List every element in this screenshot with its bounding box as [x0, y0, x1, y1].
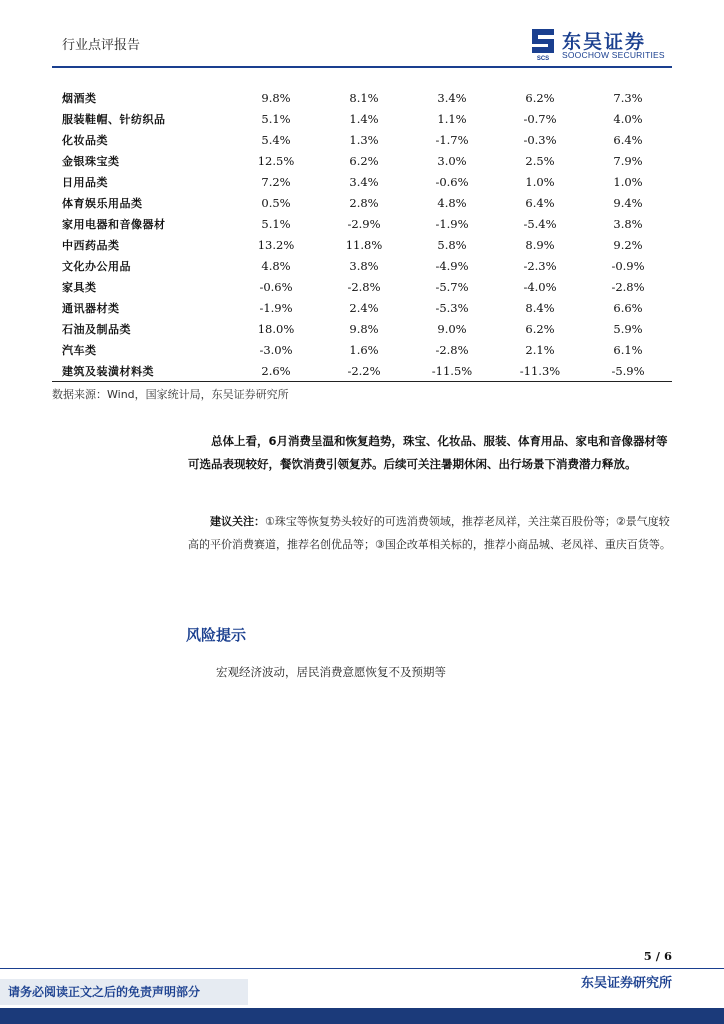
recommendation-paragraph: [188, 510, 672, 556]
table-body: [52, 87, 672, 382]
row-value: 6.2%: [349, 153, 379, 168]
row-category: 家具类: [62, 280, 97, 294]
table-row: [52, 255, 672, 276]
data-source-note: 数据来源：Wind，国家统计局，东吴证券研究所: [52, 388, 289, 401]
row-category: 建筑及装潢材料类: [52, 360, 232, 382]
row-value: -11.5%: [408, 360, 496, 382]
page-number: 5 / 6: [643, 949, 672, 963]
table-row: [52, 234, 672, 255]
row-value: 2.4%: [349, 300, 379, 315]
row-value: 5.1%: [261, 216, 291, 231]
row-value: -4.9%: [435, 258, 469, 273]
table-row: [52, 339, 672, 360]
row-value: 4.8%: [261, 258, 291, 273]
row-value: 4.8%: [437, 195, 467, 210]
row-value: 12.5%: [257, 153, 295, 168]
table-row: [52, 213, 672, 234]
footer-divider: [0, 968, 724, 969]
row-category: 文化办公用品: [62, 259, 131, 273]
row-value: -2.8%: [611, 279, 645, 294]
row-category: 体育娱乐用品类: [62, 196, 143, 210]
report-type-label: 行业点评报告: [62, 38, 141, 53]
row-value: 2.1%: [525, 342, 555, 357]
row-value: -2.2%: [320, 360, 408, 382]
row-value: 7.3%: [613, 90, 643, 105]
row-value: 8.1%: [349, 90, 379, 105]
row-value: -0.9%: [611, 258, 645, 273]
row-value: 2.8%: [349, 195, 379, 210]
row-value: 11.8%: [345, 237, 383, 252]
row-value: 1.1%: [437, 111, 467, 126]
row-value: -0.6%: [259, 279, 293, 294]
row-value: -1.9%: [435, 216, 469, 231]
footer-band: [0, 1008, 724, 1024]
table-row: [52, 297, 672, 318]
row-value: 1.4%: [349, 111, 379, 126]
row-value: -1.7%: [435, 132, 469, 147]
row-value: 5.9%: [613, 321, 643, 336]
row-category: 烟酒类: [62, 91, 97, 105]
table-row: [52, 87, 672, 108]
row-value: 4.0%: [613, 111, 643, 126]
row-value: 6.4%: [525, 195, 555, 210]
row-value: -2.9%: [347, 216, 381, 231]
row-value: 8.9%: [525, 237, 555, 252]
row-value: -5.3%: [435, 300, 469, 315]
row-value: 8.4%: [525, 300, 555, 315]
row-value: 1.3%: [349, 132, 379, 147]
row-category: 石油及制品类: [62, 322, 131, 336]
row-value: 7.9%: [613, 153, 643, 168]
row-value: 13.2%: [257, 237, 295, 252]
row-value: 5.8%: [437, 237, 467, 252]
sales-growth-table: [52, 87, 672, 382]
row-category: 中西药品类: [62, 238, 120, 252]
row-value: 18.0%: [257, 321, 295, 336]
row-value: -0.6%: [435, 174, 469, 189]
row-value: -3.0%: [259, 342, 293, 357]
row-value: -0.3%: [523, 132, 557, 147]
scs-logo-icon: [528, 27, 558, 61]
row-value: -4.0%: [523, 279, 557, 294]
row-value: 9.4%: [613, 195, 643, 210]
row-value: 1.0%: [613, 174, 643, 189]
row-value: 6.2%: [525, 321, 555, 336]
recommendation-lead: 建议关注：: [210, 515, 265, 528]
row-value: 9.0%: [437, 321, 467, 336]
row-value: 2.6%: [232, 360, 320, 382]
row-category: 化妆品类: [62, 133, 108, 147]
row-value: -5.4%: [523, 216, 557, 231]
row-value: 3.8%: [349, 258, 379, 273]
table-row: [52, 129, 672, 150]
logo-mark-text: SCS: [536, 56, 550, 61]
row-value: 9.8%: [349, 321, 379, 336]
risk-section-title: 风险提示: [186, 626, 247, 644]
row-value: -0.7%: [523, 111, 557, 126]
row-value: -1.9%: [259, 300, 293, 315]
row-value: 1.6%: [349, 342, 379, 357]
table-row: [52, 150, 672, 171]
row-value: 2.5%: [525, 153, 555, 168]
row-value: -5.9%: [584, 360, 672, 382]
table-row: [52, 318, 672, 339]
disclaimer-notice: 请务必阅读正文之后的免责声明部分: [0, 979, 248, 1005]
row-value: 5.1%: [261, 111, 291, 126]
row-value: 3.4%: [437, 90, 467, 105]
row-category: 汽车类: [62, 343, 97, 357]
summary-paragraph: 总体上看，6月消费呈温和恢复趋势，珠宝、化妆品、服装、体育用品、家电和音像器材等可选品表现较好，餐饮消费引领复苏。后续可关注暑期休闲、出行场景下消费潜力释放。: [188, 434, 668, 471]
row-value: 6.4%: [613, 132, 643, 147]
row-value: 3.8%: [613, 216, 643, 231]
row-value: 9.8%: [261, 90, 291, 105]
row-value: 6.6%: [613, 300, 643, 315]
footer-institute-name: 东吴证券研究所: [580, 976, 672, 991]
row-value: 3.4%: [349, 174, 379, 189]
row-value: -2.3%: [523, 258, 557, 273]
row-category: 金银珠宝类: [62, 154, 120, 168]
header-divider: [52, 66, 672, 68]
row-category: 日用品类: [62, 175, 108, 189]
table-row: [52, 192, 672, 213]
row-value: -5.7%: [435, 279, 469, 294]
row-value: 1.0%: [525, 174, 555, 189]
row-category: 通讯器材类: [62, 301, 120, 315]
row-value: -11.3%: [496, 360, 584, 382]
row-value: 0.5%: [261, 195, 291, 210]
row-category: 家用电器和音像器材: [62, 217, 166, 231]
row-value: -2.8%: [435, 342, 469, 357]
logo-english-name: SOOCHOW SECURITIES: [562, 50, 665, 60]
row-value: 9.2%: [613, 237, 643, 252]
row-value: 6.1%: [613, 342, 643, 357]
table-row: [52, 276, 672, 297]
row-value: -2.8%: [347, 279, 381, 294]
row-value: 3.0%: [437, 153, 467, 168]
row-value: 6.2%: [525, 90, 555, 105]
table-row: [52, 171, 672, 192]
risk-section-text: 宏观经济波动，居民消费意愿恢复不及预期等: [216, 665, 446, 679]
row-category: 服装鞋帽、针纺织品: [62, 112, 166, 126]
table-row: [52, 360, 672, 382]
logo-chinese-name: 东吴证券: [562, 31, 647, 53]
brand-logo: [528, 27, 678, 61]
table-row: [52, 108, 672, 129]
row-value: 7.2%: [261, 174, 291, 189]
recommendation-text: ①珠宝等恢复势头较好的可选消费领域，推荐老凤祥，关注菜百股份等；②景气度较高的平价消费赛道，推荐名创优品等；③国企改革相关标的，推荐小商品城、老凤祥、重庆百货等。: [188, 515, 671, 551]
row-value: 5.4%: [261, 132, 291, 147]
